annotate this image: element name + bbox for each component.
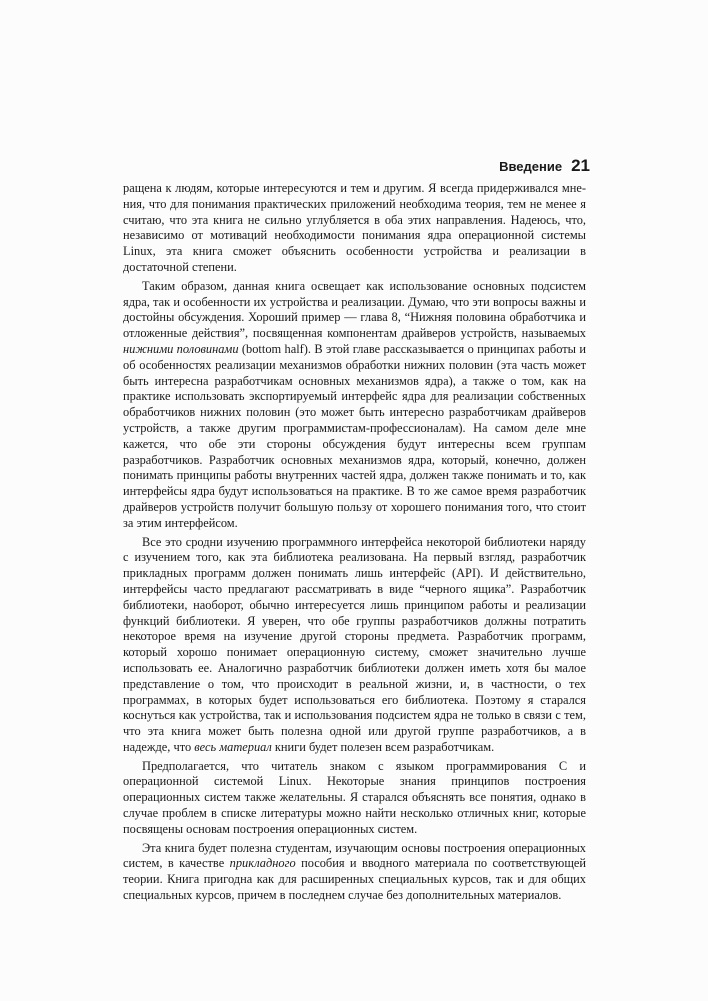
text-run: Все это сродни изучению программного интерфейса некоторой библиотеки наряду с изучением того, как эта библиотека реализована. На первый взгляд, разработчик прикладных программ должен понимать лишь интерфейс (API). И действительно, интерфейсы часто предлагают рассматривать в виде “черного ящика”. Разработчик библиотеки, наоборот, обычно интересуется лишь принципом работы и реализации функций библиотеки. Я уверен, что обе группы разработчиков должны потратить некоторое время на изучение другой стороны предмета. Разработчик программ, который хорошо понимает операционную систему, сможет значительно лучше использовать ее. Аналогично разработчик библиотеки должен иметь хотя бы малое представление о том, что происходит в реальной жизни, и, в частности, о тех программах, в которых будет использоваться его библиотека. Поэтому я старался коснуться как устройства, так и использования подсистем ядра не только в связи с тем, что эта книга может быть полезна одной или другой группе разработчиков, а в надежде, что — [123, 534, 586, 754]
text-run: Эта книга будет полезна студентам, изучающим основы построения операционных систем, в качестве — [123, 840, 586, 871]
text-run: книги будет полезен всем разработчикам. — [271, 739, 495, 754]
text-run: (bottom half). В этой главе рассказывается о принципах работы и об особенностях реализации механизмов обработки нижних половин (эта часть может быть интересна разработчикам основных механизмов ядра), а также о том, как на практике использовать экспортируемый интерфейс ядра для реализации собственных обработчиков нижних половин (это может быть интересно разработчикам драйверов устройств, а также другим программистам-профессионалам). На самом деле мне кажется, что обе эти стороны обсуждения будут интересны всем группам разработчиков. Разработчик основных механизмов ядра, который, конечно, должен понимать принципы работы внутренних частей ядра, должен также понимать и то, как интерфейсы ядра будут использоваться на практике. В то же самое время разработчик драйверов устройств получит большую пользу от хорошего понимания того, что стоит за этим интерфейсом. — [123, 341, 587, 530]
paragraph-3 — [123, 535, 586, 756]
text-run: ращена к людям, которые интересуются и тем и другим. Я всегда придерживался мнения, что для понимания практических приложений необходима теория, тем не менее я считаю, что эта книга не сильно углубляется в оба этих направления. Надеюсь, что, независимо от мотиваций необходимости понимания ядра операционной системы Linux, эта книга сможет объяснить особенности устройства и реализации в достаточной степени. — [123, 181, 586, 274]
text-run: Таким образом, данная книга освещает как использование основных подсистем ядра, так и особенности их устройства и реализации. Думаю, что эти вопросы важны и достойны обсуждения. Хороший пример — глава 8, “Нижняя половина обработчика и отложенные действия”, посвященная компонентам драйверов устройств, называемых — [123, 278, 586, 341]
section-title: Введение — [499, 159, 563, 174]
paragraph-4 — [123, 759, 586, 838]
italic-term: весь материал — [194, 739, 272, 754]
paragraph-5 — [123, 841, 586, 904]
text-run: Предполагается, что читатель знаком с языком программирования С и операционной системой Linux. Некоторые знания принципов построения операционных систем также желательны. Я старался объяснять все понятия, однако в случае проблем в списке литературы можно найти несколько отличных книг, которые посвящены основам построения операционных систем. — [123, 758, 586, 836]
page-number: 21 — [571, 156, 590, 175]
text-run: пособия и вводного материала по соответствующей теории. Книга пригодна как для расширенных специальных курсов, так и для общих специальных курсов, причем в последнем случае без дополнительных материалов. — [123, 856, 586, 903]
italic-term: прикладного — [229, 856, 296, 871]
italic-term: нижними половинами — [123, 341, 239, 356]
paragraph-2 — [123, 279, 586, 532]
running-header — [120, 156, 590, 176]
paragraph-1 — [123, 181, 586, 276]
body-text — [123, 181, 586, 904]
